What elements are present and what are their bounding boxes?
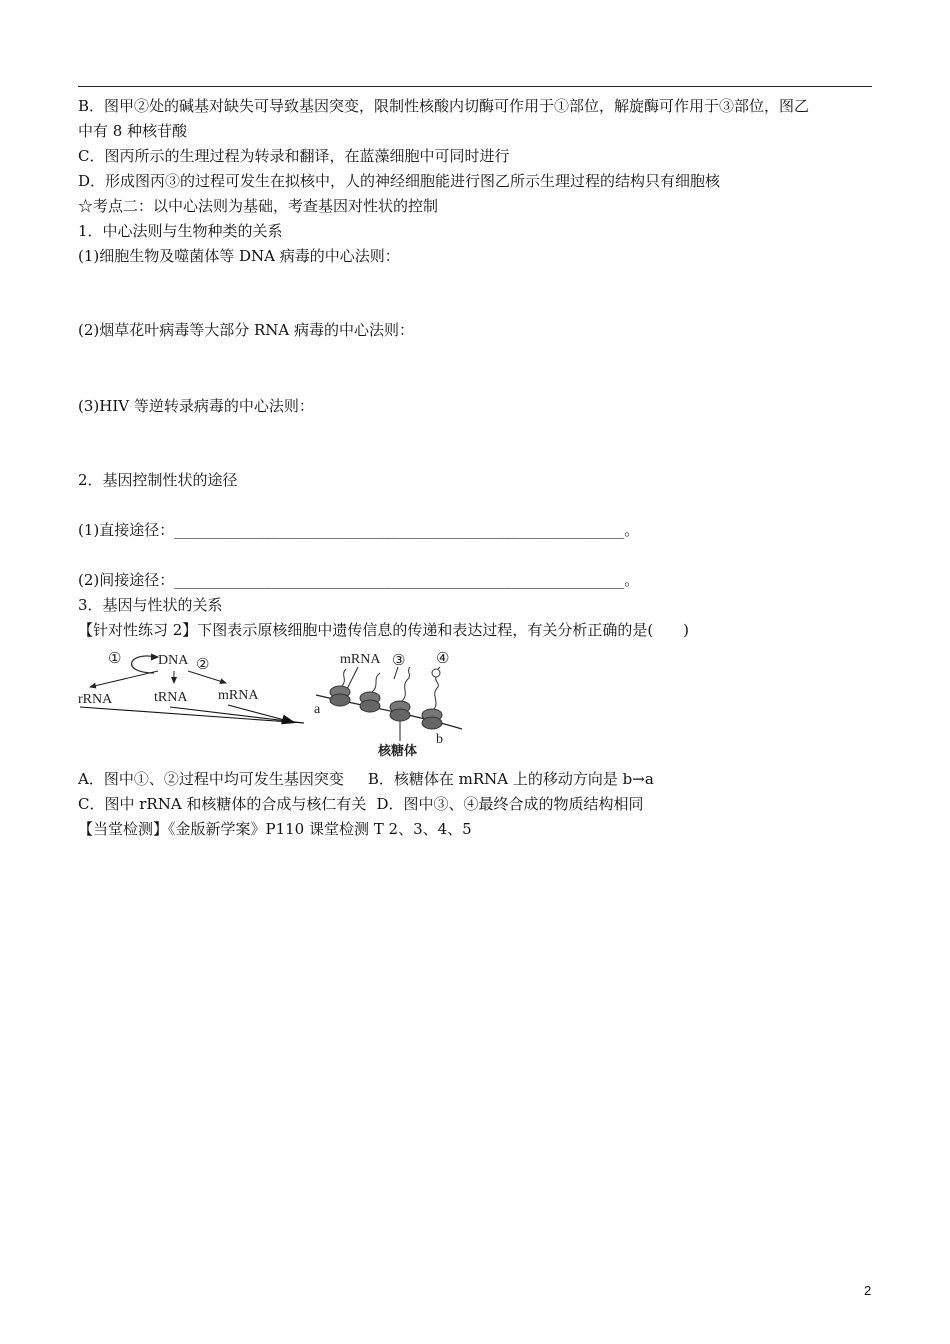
peptide-chain-3 [402, 667, 410, 701]
label-dna: DNA [158, 653, 189, 668]
page-number: 2 [864, 1283, 872, 1298]
section-1-item-3: (3)HIV 等逆转录病毒的中心法则： [78, 397, 314, 415]
options-ab-row [78, 769, 654, 789]
label-trna: tRNA [154, 690, 188, 705]
label-mrna: mRNA [218, 688, 259, 703]
option-a: A．图中①、②过程中均可发生基因突变 [78, 770, 344, 788]
section-3-heading: 3．基因与性状的关系 [78, 596, 223, 614]
label-b: b [436, 732, 443, 747]
pointer-4 [438, 667, 440, 669]
section-1-heading: 1．中心法则与生物种类的关系 [78, 222, 283, 240]
class-check: 【当堂检测】《金版新学案》P110 课堂检测 T 2、3、4、5 [78, 820, 472, 838]
peptide-chain-1 [342, 669, 346, 686]
practice-question: 【针对性练习 2】下图表示原核细胞中遗传信息的传递和表达过程，有关分析正确的是( ) [78, 621, 690, 639]
option-d-practice: D．图中③、④最终合成的物质结构相同 [376, 795, 644, 813]
section-1-item-1: (1)细胞生物及噬菌体等 DNA 病毒的中心法则： [78, 247, 400, 265]
option-b: B．核糖体在 mRNA 上的移动方向是 b→a [367, 770, 654, 788]
option-c: C．图丙所示的生理过程为转录和翻译，在蓝藻细胞中可同时进行 [78, 147, 510, 165]
options-cd-row [78, 794, 643, 814]
kaodian-heading: ☆考点二：以中心法则为基础，考查基因对性状的控制 [78, 197, 439, 215]
label-circle-3: ③ [392, 653, 406, 669]
label-a: a [314, 702, 321, 717]
label-circle-2: ② [196, 657, 210, 673]
section-1-item-2: (2)烟草花叶病毒等大部分 RNA 病毒的中心法则： [78, 321, 415, 339]
peptide-chain-2 [372, 673, 380, 692]
option-b-line2: 中有 8 种核苷酸 [78, 122, 188, 140]
option-d: D．形成图丙③的过程可发生在拟核中，人的神经细胞能进行图乙所示生理过程的结构只有细胞核 [78, 172, 721, 190]
ribosome-2-bottom [360, 700, 380, 712]
label-rrna: rRNA [78, 692, 113, 707]
ribosome-4-bottom [422, 717, 442, 729]
arrow-to-rrna [90, 671, 158, 687]
peptide-head-4 [432, 669, 440, 677]
label-circle-4: ④ [436, 651, 450, 667]
ribosome-1-bottom [330, 694, 350, 706]
section-2-heading: 2．基因控制性状的途径 [78, 471, 238, 489]
peptide-chain-4 [434, 677, 438, 709]
replication-loop [132, 656, 156, 673]
indirect-pathway-blank: (2)间接途径：____________________________________________________________。 [78, 571, 640, 589]
label-circle-1: ① [108, 651, 122, 667]
option-b-line1: B．图甲②处的碱基对缺失可导致基因突变，限制性核酸内切酶可作用于①部位，解旋酶可作用于③部位，图乙 [78, 97, 810, 115]
label-mrna-right: mRNA [340, 652, 381, 667]
gene-expression-figure [78, 645, 478, 760]
direct-pathway-blank: (1)直接途径：____________________________________________________________。 [78, 521, 640, 539]
header-rule [78, 86, 872, 87]
ribosome-3-bottom [390, 709, 410, 721]
label-ribosome: 核糖体 [378, 743, 418, 758]
option-c-practice: C．图中 rRNA 和核糖体的合成与核仁有关 [78, 795, 367, 813]
